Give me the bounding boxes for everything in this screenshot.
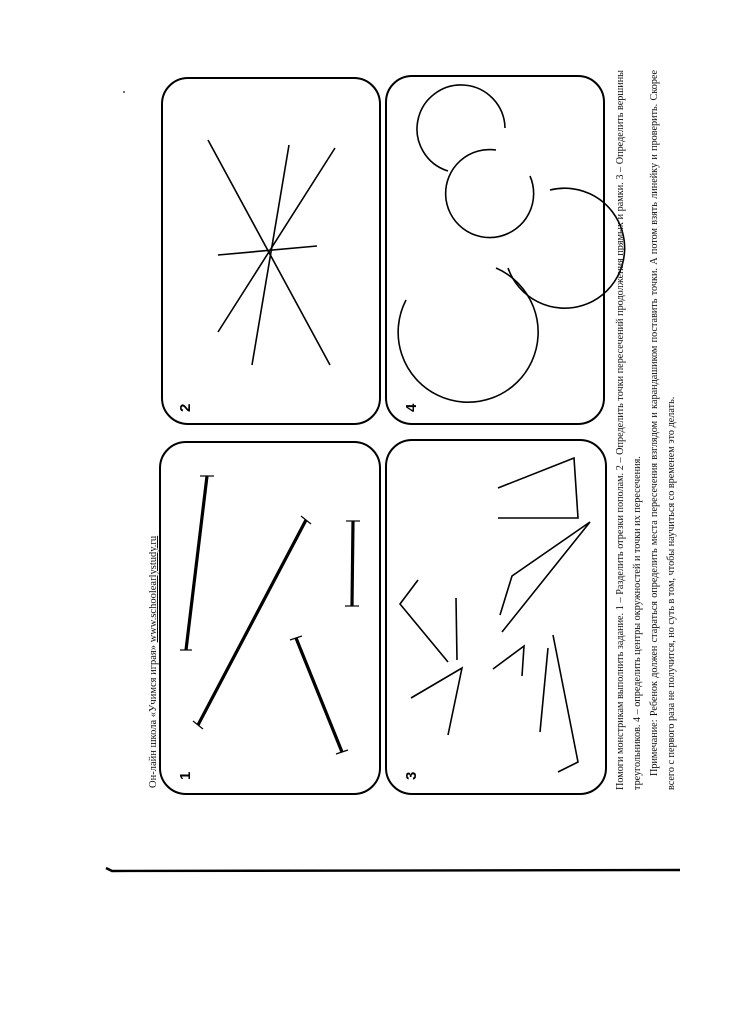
arc-circle-1 (417, 85, 505, 171)
panel-1-number: 1 (177, 771, 194, 780)
segment-4 (296, 638, 342, 752)
corner-3-side (456, 598, 457, 660)
segment-2 (198, 520, 306, 725)
stray-dot (123, 91, 125, 93)
corner-2 (500, 522, 590, 632)
corner-5-side (540, 648, 548, 732)
panel-4-number: 4 (403, 403, 420, 412)
panel-4-frame (386, 76, 604, 424)
corner-3 (400, 580, 448, 662)
arc-circle-4 (398, 268, 538, 402)
corner-5 (553, 635, 578, 772)
corner-4 (493, 646, 524, 676)
panel-4-arcs (398, 85, 624, 402)
instructions-block (612, 70, 680, 790)
school-name: Он-лайн школа «Учимся играя» (148, 642, 159, 788)
corner-4-side (411, 668, 462, 735)
line-2 (252, 145, 289, 365)
note-text: Примечание: Ребенок должен стараться определить места пересечения взглядом и карандашиком поставить точки. А потом взять линейку и проверить. Скорее всего с первого раза не получится, но суть в том, чтобы научиться со временем это делать. (649, 70, 677, 790)
arc-circle-2 (446, 150, 534, 238)
panel-3-number: 3 (403, 771, 420, 780)
panel-2-lines (208, 140, 335, 365)
task-text: Помоги монстрикам выполнить задание. 1 – Разделить отрезки пополам. 2 – Определить точки пересечений продолжения прямых и рамки. 3 – Определить вершины треугольников. 4 – определить центры окружностей и точки их пересечения. (615, 70, 643, 790)
line-3 (218, 148, 335, 332)
bottom-rule (106, 868, 680, 871)
arc-circle-3 (508, 188, 625, 308)
panel-1-frame (160, 442, 380, 794)
school-url-link[interactable]: www.schoolearlystudy.ru (148, 535, 159, 643)
panel-1-segments (180, 476, 360, 754)
panel-2-number: 2 (177, 403, 194, 412)
panel-3-frame (386, 440, 606, 794)
segment-3 (352, 521, 353, 606)
segment-1 (186, 476, 207, 650)
panel-3-corners (400, 458, 590, 772)
corner-1 (498, 458, 578, 518)
